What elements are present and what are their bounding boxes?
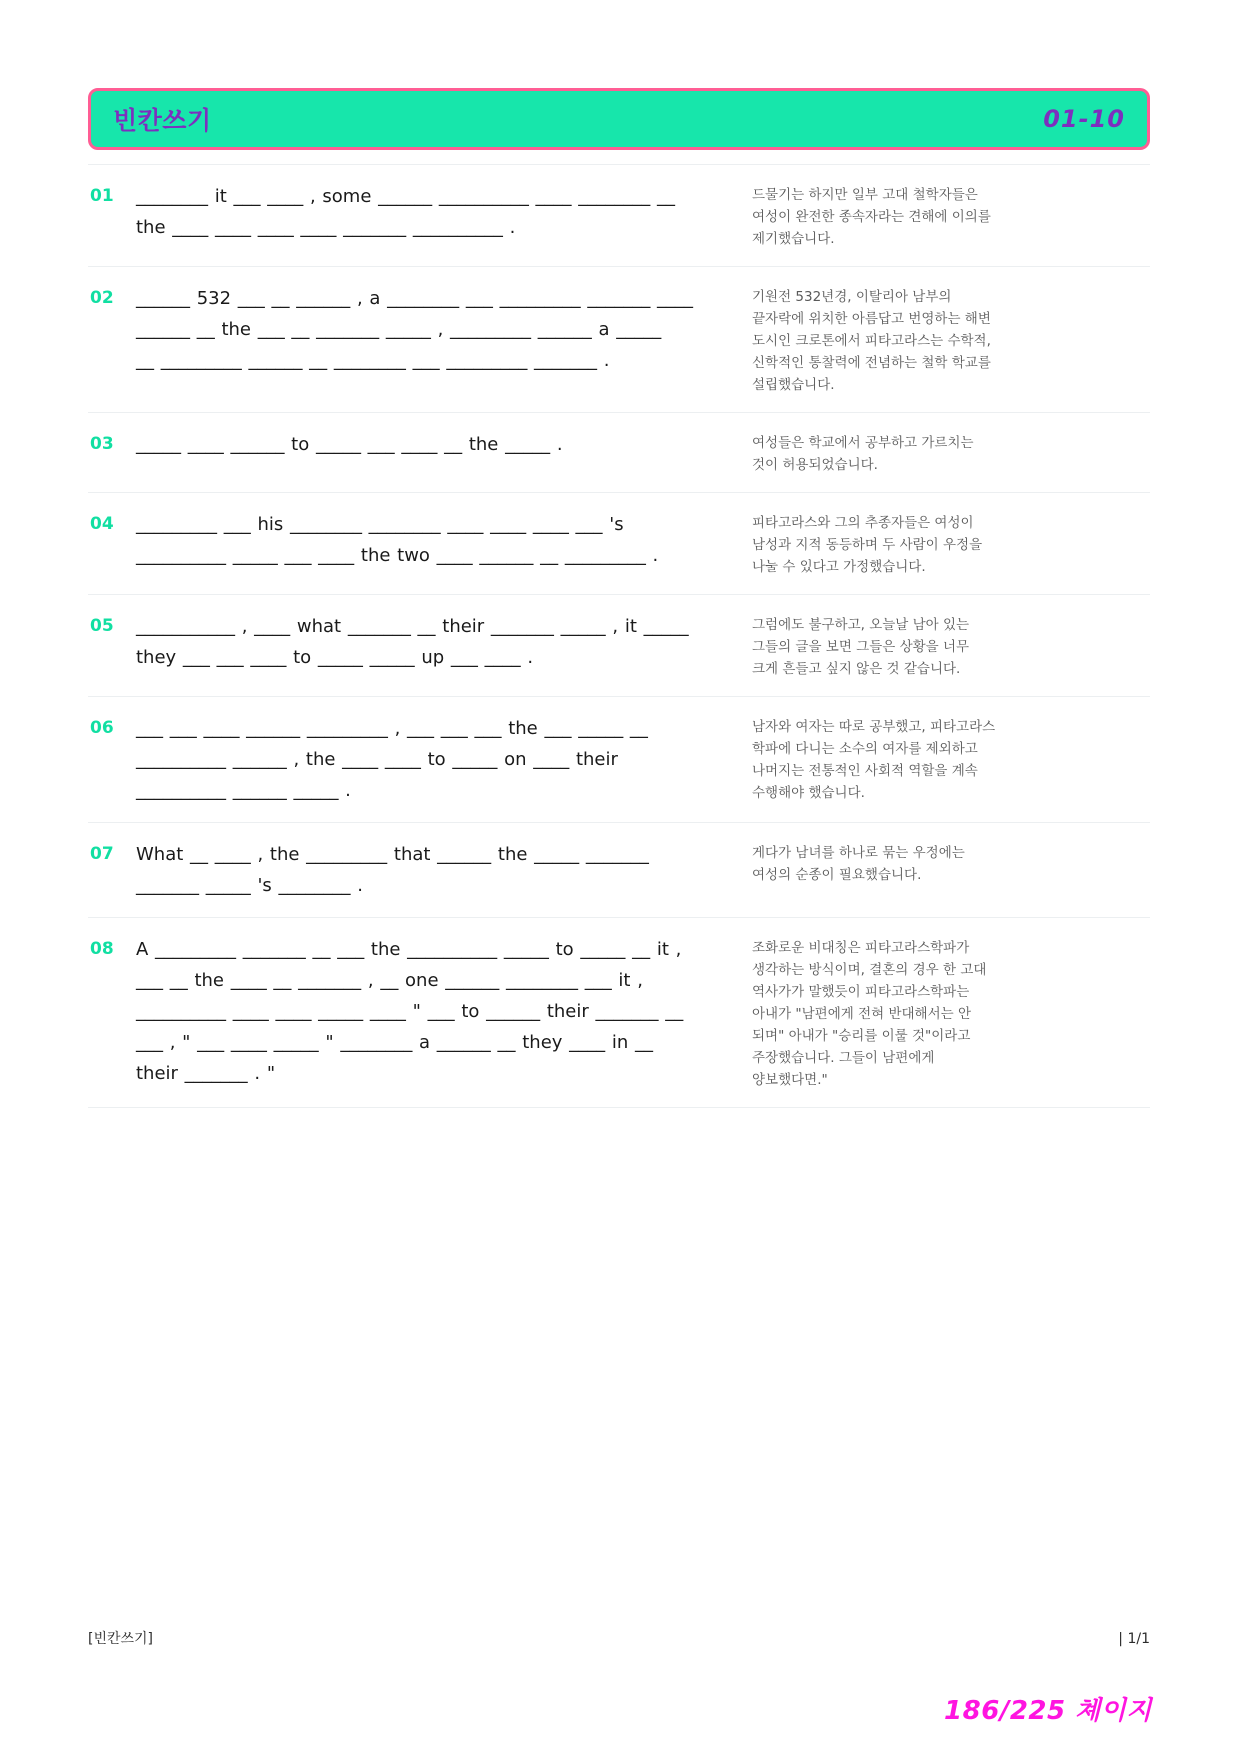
question-row bbox=[88, 267, 1150, 413]
question-translation: 조화로운 비대칭은 피타고라스학파가 생각하는 방식이며, 결혼의 경우 한 고대 역사가가 말했듯이 피타고라스학파는 아내가 "남편에게 전혀 반대해서는 안 되며" 아내가 "승리를 이룰 것"이라고 주장했습니다. 그들이 남편에게 양보했다면." bbox=[752, 940, 987, 1088]
footer-worksheet-label: [빈칸쓰기] bbox=[88, 1631, 154, 1647]
question-blank-text[interactable] bbox=[136, 934, 752, 1089]
question-row bbox=[88, 595, 1150, 697]
question-translation: 그럼에도 불구하고, 오늘날 남아 있는 그들의 글을 보면 그들은 상황을 너무 크게 흔들고 싶지 않은 것 같습니다. bbox=[752, 617, 970, 677]
question-blank-line: __________ ______ _____ . bbox=[136, 780, 351, 801]
question-blank-line: they ___ ___ ____ to _____ _____ up ___ ____ . bbox=[136, 647, 534, 668]
question-blank-line: __________ _____ ___ ____ the two ____ ______ __ _________ . bbox=[136, 545, 659, 566]
question-blank-line: ________ it ___ ____ , some ______ __________ ____ ________ __ bbox=[136, 186, 675, 207]
question-blank-text[interactable] bbox=[136, 181, 752, 243]
question-translation: 여성들은 학교에서 공부하고 가르치는 것이 허용되었습니다. bbox=[752, 435, 974, 473]
question-range-label: 01-10 bbox=[1043, 105, 1125, 133]
question-number: 01 bbox=[90, 186, 114, 206]
question-translation: 기원전 532년경, 이탈리아 남부의 끝자락에 위치한 아름답고 번영하는 해변 도시인 크로톤에서 피타고라스는 수학적, 신학적인 통찰력에 전념하는 철학 학교를 설립했습니다. bbox=[752, 289, 991, 393]
question-number: 06 bbox=[90, 718, 114, 738]
question-blank-line: ______ __ the ___ __ _______ _____ , _________ ______ a _____ bbox=[136, 319, 662, 340]
question-translation: 피타고라스와 그의 추종자들은 여성이 남성과 지적 동등하며 두 사람이 우정을 나눌 수 있다고 가정했습니다. bbox=[752, 515, 983, 575]
question-blank-line: ______ 532 ___ __ ______ , a ________ ___ _________ _______ ____ bbox=[136, 288, 694, 309]
question-translation: 남자와 여자는 따로 공부했고, 피타고라스 학파에 다니는 소수의 여자를 제외하고 나머지는 전통적인 사회적 역할을 계속 수행해야 했습니다. bbox=[752, 719, 996, 801]
question-blank-line: _____ ____ ______ to _____ ___ ____ __ the _____ . bbox=[136, 434, 563, 455]
question-row bbox=[88, 413, 1150, 493]
page-count-badge: 186/225 쳬이지 bbox=[944, 1696, 1152, 1726]
question-row bbox=[88, 164, 1150, 267]
question-row bbox=[88, 697, 1150, 823]
question-blank-line: ___ ___ ____ ______ _________ , ___ ___ ___ the ___ _____ __ bbox=[136, 718, 648, 739]
worksheet-header-banner bbox=[88, 88, 1150, 150]
question-blank-line: A _________ _______ __ ___ the __________ _____ to _____ __ it , bbox=[136, 939, 682, 960]
page-title: 빈칸쓰기 bbox=[113, 106, 212, 135]
question-blank-line: _______ _____ 's ________ . bbox=[136, 875, 363, 896]
question-blank-text[interactable] bbox=[136, 429, 752, 460]
question-number: 07 bbox=[90, 844, 114, 864]
question-blank-line: __________ ____ ____ _____ ____ " ___ to ______ their _______ __ bbox=[136, 1001, 684, 1022]
question-blank-text[interactable] bbox=[136, 839, 752, 901]
question-number: 05 bbox=[90, 616, 114, 636]
question-blank-text[interactable] bbox=[136, 611, 752, 673]
question-blank-text[interactable] bbox=[136, 283, 752, 376]
question-blank-line: What __ ____ , the _________ that ______ the _____ _______ bbox=[136, 844, 649, 865]
question-number: 08 bbox=[90, 939, 114, 959]
question-blank-line: ___________ , ____ what _______ __ their _______ _____ , it _____ bbox=[136, 616, 689, 637]
question-number: 02 bbox=[90, 288, 114, 308]
question-blank-line: ___ , " ___ ____ _____ " ________ a ______ __ they ____ in __ bbox=[136, 1032, 654, 1053]
question-blank-text[interactable] bbox=[136, 509, 752, 571]
question-number: 04 bbox=[90, 514, 114, 534]
question-blank-text[interactable] bbox=[136, 713, 752, 806]
question-blank-line: the ____ ____ ____ ____ _______ __________ . bbox=[136, 217, 516, 238]
question-translation: 게다가 남녀를 하나로 묶는 우정에는 여성의 순종이 필요했습니다. bbox=[752, 845, 965, 883]
question-row bbox=[88, 918, 1150, 1108]
question-list bbox=[88, 164, 1150, 1108]
question-number: 03 bbox=[90, 434, 114, 454]
footer-page-indicator: | 1/1 bbox=[1118, 1631, 1150, 1647]
question-blank-line: __ _________ ______ __ ________ ___ _________ _______ . bbox=[136, 350, 610, 371]
question-translation: 드물기는 하지만 일부 고대 철학자들은 여성이 완전한 종속자라는 견해에 이의를 제기했습니다. bbox=[752, 187, 991, 247]
question-blank-line: _________ ___ his ________ ________ ____ ____ ____ ___ 's bbox=[136, 514, 624, 535]
footer bbox=[88, 1628, 1150, 1648]
question-row bbox=[88, 823, 1150, 918]
worksheet-sheet bbox=[88, 88, 1150, 1108]
question-blank-line: their _______ . " bbox=[136, 1063, 276, 1084]
question-blank-line: ___ __ the ____ __ _______ , __ one ______ ________ ___ it , bbox=[136, 970, 643, 991]
question-row bbox=[88, 493, 1150, 595]
question-blank-line: __________ ______ , the ____ ____ to _____ on ____ their bbox=[136, 749, 618, 770]
